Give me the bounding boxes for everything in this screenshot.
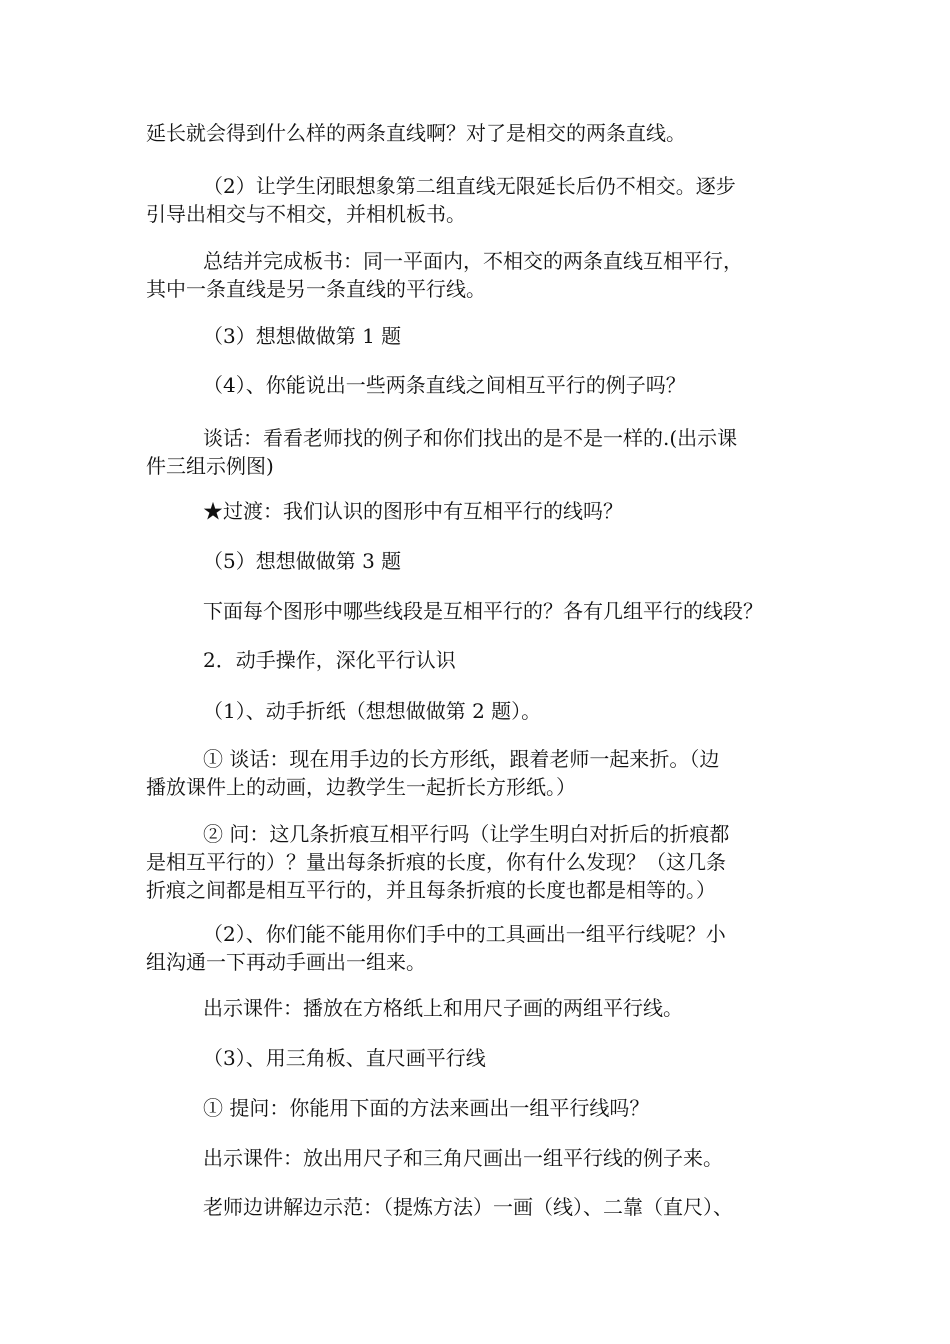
text-line: ★过渡：我们认识的图形中有互相平行的线吗？ <box>203 499 623 523</box>
paragraph-12 <box>146 745 826 801</box>
paragraph-9 <box>146 597 826 625</box>
paragraph-5 <box>146 371 826 399</box>
text-line: 播放课件上的动画，边教学生一起折长方形纸。） <box>146 775 576 799</box>
text-line: 其中一条直线是另一条直线的平行线。 <box>146 277 486 301</box>
text-line: 下面每个图形中哪些线段是互相平行的？各有几组平行的线段？ <box>203 599 763 623</box>
text-line: （2）、你们能不能用你们手中的工具画出一组平行线呢？小 <box>203 922 726 946</box>
text-line: （4）、你能说出一些两条直线之间相互平行的例子吗？ <box>203 373 686 397</box>
text-line: 件三组示例图) <box>146 454 274 478</box>
text-line: 出示课件：放出用尺子和三角尺画出一组平行线的例子来。 <box>203 1146 723 1170</box>
paragraph-13 <box>146 820 826 904</box>
text-line: 谈话：看看老师找的例子和你们找出的是不是一样的.(出示课 <box>203 426 738 450</box>
text-line: 老师边讲解边示范：（提炼方法）一画（线）、二靠（直尺）、 <box>203 1195 733 1219</box>
text-line: 延长就会得到什么样的两条直线啊？对了是相交的两条直线。 <box>146 121 686 145</box>
paragraph-19 <box>146 1193 826 1221</box>
paragraph-6 <box>146 424 826 480</box>
text-line: （1）、动手折纸（想想做做第 2 题）。 <box>203 699 542 723</box>
text-line: （5）想想做做第 3 题 <box>203 549 402 573</box>
paragraph-2 <box>146 172 826 228</box>
paragraph-8 <box>146 547 826 575</box>
paragraph-1 <box>146 119 826 147</box>
paragraph-16 <box>146 1044 826 1072</box>
paragraph-18 <box>146 1144 826 1172</box>
paragraph-10 <box>146 646 826 674</box>
paragraph-7 <box>146 497 826 525</box>
text-line: （2）让学生闭眼想象第二组直线无限延长后仍不相交。逐步 <box>203 174 736 198</box>
text-line: ② 问：这几条折痕互相平行吗（让学生明白对折后的折痕都 <box>203 822 730 846</box>
text-line: 是相互平行的）？量出每条折痕的长度，你有什么发现？（这几条 <box>146 850 726 874</box>
paragraph-15 <box>146 994 826 1022</box>
text-line: 总结并完成板书：同一平面内，不相交的两条直线互相平行， <box>203 249 743 273</box>
paragraph-11 <box>146 697 826 725</box>
text-line: 组沟通一下再动手画出一组来。 <box>146 950 426 974</box>
paragraph-4 <box>146 322 826 350</box>
paragraph-17 <box>146 1094 826 1122</box>
text-line: （3）、用三角板、直尺画平行线 <box>203 1046 486 1070</box>
text-line: 2．动手操作，深化平行认识 <box>203 648 456 672</box>
paragraph-3 <box>146 247 826 303</box>
text-line: ① 谈话：现在用手边的长方形纸，跟着老师一起来折。（边 <box>203 747 720 771</box>
paragraph-14 <box>146 920 826 976</box>
text-line: 出示课件：播放在方格纸上和用尺子画的两组平行线。 <box>203 996 683 1020</box>
text-line: 折痕之间都是相互平行的，并且每条折痕的长度也都是相等的。） <box>146 878 716 902</box>
text-line: 引导出相交与不相交，并相机板书。 <box>146 202 466 226</box>
text-line: （3）想想做做第 1 题 <box>203 324 402 348</box>
text-line: ① 提问：你能用下面的方法来画出一组平行线吗？ <box>203 1096 650 1120</box>
